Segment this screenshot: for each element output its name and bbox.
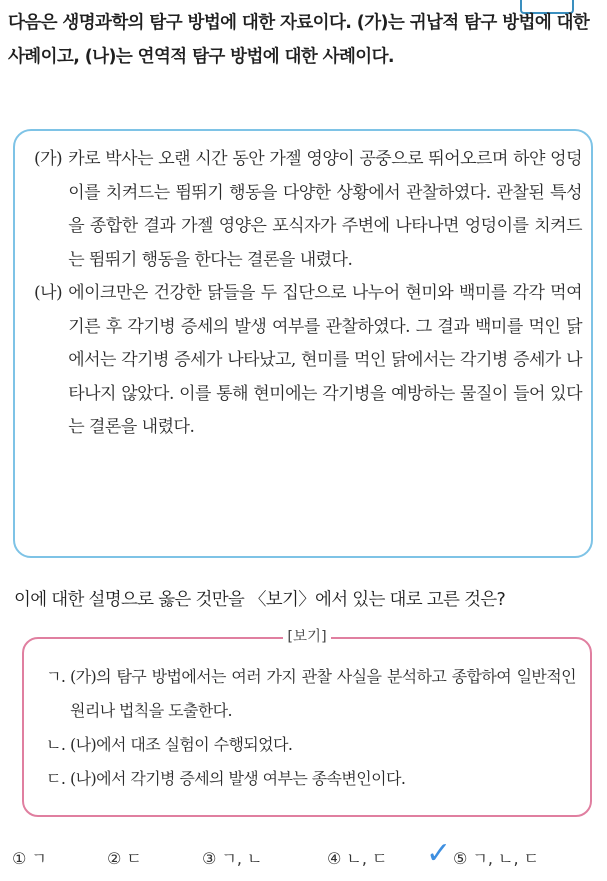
case-ga-label: (가) <box>34 149 63 169</box>
bogi-item-label: ㄱ. <box>46 667 66 686</box>
check-mark-icon: ✓ <box>426 836 452 871</box>
choice-1[interactable]: ① ㄱ <box>12 849 47 868</box>
bogi-item-nieun <box>46 728 576 762</box>
choice-2[interactable]: ② ㄷ <box>107 849 142 868</box>
bogi-item-label: ㄷ. <box>46 769 66 788</box>
choice-5[interactable]: ⑤ ㄱ, ㄴ, ㄷ <box>453 849 540 868</box>
bogi-item-label: ㄴ. <box>46 735 66 754</box>
case-na-text: 에이크만은 건강한 닭들을 두 집단으로 나누어 현미와 백미를 각각 먹여 기른 후 각기병 증세의 발생 여부를 관찰하였다. 그 결과 백미를 먹인 닭에서는 각기병 증세가 나타났고, 현미를 먹인 닭에서는 각기병 증세가 나타나지 않았다. 이를 통해 현미에는 각기병을 예방하는 물질이 들어 있다는 결론을 내렸다. <box>68 283 582 437</box>
bogi-item-text: (나)에서 각기병 증세의 발생 여부는 종속변인이다. <box>70 769 406 788</box>
question-intro: 다음은 생명과학의 탐구 방법에 대한 자료이다. (가)는 귀납적 탐구 방법에 대한 사례이고, (나)는 연역적 탐구 방법에 대한 사례이다. <box>8 13 590 67</box>
choice-3[interactable]: ③ ㄱ, ㄴ <box>202 849 263 868</box>
bogi-item-text: (가)의 탐구 방법에서는 여러 가지 관찰 사실을 분석하고 종합하여 일반적인 원리나 법칙을 도출한다. <box>70 667 576 720</box>
bogi-item-giyeok <box>46 660 576 728</box>
bogi-item-digeut <box>46 762 576 796</box>
question-prompt: 이에 대한 설명으로 옳은 것만을 〈보기〉에서 있는 대로 고른 것은? <box>14 590 506 610</box>
bogi-item-text: (나)에서 대조 실험이 수행되었다. <box>70 735 293 754</box>
case-na <box>34 277 582 445</box>
case-na-label: (나) <box>34 283 63 303</box>
bogi-items <box>46 660 576 796</box>
case-text <box>34 143 582 445</box>
case-ga-text: 카로 박사는 오랜 시간 동안 가젤 영양이 공중으로 뛰어오르며 하얀 엉덩이를 치켜드는 뜀뛰기 행동을 다양한 상황에서 관찰하였다. 관찰된 특성을 종합한 결과 가젤 영양은 포식자가 주변에 나타나면 엉덩이를 치켜드는 뜀뛰기 행동을 한다는 결론을 내렸다. <box>68 149 582 270</box>
bogi-title: [보기] <box>283 629 330 645</box>
case-ga <box>34 143 582 277</box>
choice-4[interactable]: ④ ㄴ, ㄷ <box>327 849 388 868</box>
answer-choices <box>12 836 602 873</box>
